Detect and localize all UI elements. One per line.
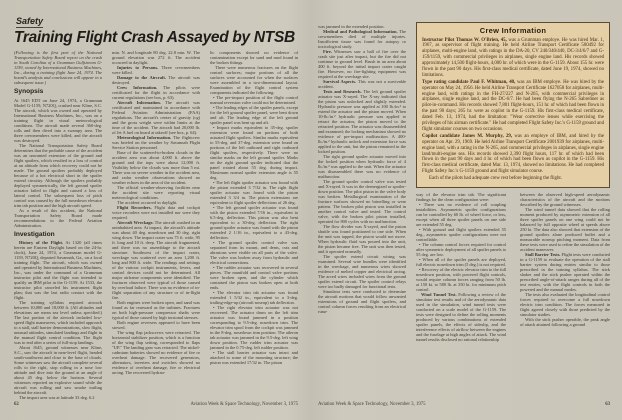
paragraph-text: Following a review of the simulator test results and of the aerodynamic data used in the simulation, wind tunnel tests were conducted on a scale model of the G-1159. The tests were designed to define the rolling moments produced by various combinations of extended spoiler panels, the effects of sideslip, and the interference effects of airflow between the engines and the fuselage at high angles of attack. The wind tunnel results disclosed no rational relationship [416, 292, 507, 342]
paragraph [14, 240, 102, 300]
paragraph-text: The ground spoiler control valve was tested and X-rayed. It was in the deenergized or spoiler-down position. The pilot piston in the valve body was broken. Metallurgical examination of the fracture surfaces showed no brinelling or wear pattern. The broken pilot piston was installed in another control valve and tested. The control valve, with the broken pilot piston installed, operated for 800 cycles with no malfunction. [318, 179, 406, 224]
paragraph [318, 254, 406, 289]
crew-information-box [416, 22, 610, 188]
paragraph-text: Three crewmembers were killed. [112, 65, 200, 75]
article-headline: Training Flight Crash Assayed by NTSB [14, 29, 295, 46]
paragraph [416, 257, 506, 267]
paragraph [318, 154, 406, 179]
paragraph-text: Base of the scattered-to-broken clouds in the accident area was about 4,000 ft. above the ground and the tops were about 12,000 ft. Visibility below the clouds was more than 5 mi. There was no severe weather in the accident area, and radar weather observations showed no weather echoes in the area of the accident. [112, 150, 200, 185]
paragraph-lead: History of the Flight. [19, 240, 64, 245]
paragraph [318, 29, 406, 49]
paragraph-text: was jammed in the extended position. [318, 24, 385, 29]
paragraph-text: • The left flight spoiler actuator was found with the piston extended 3 7/32 in. The right flight spoiler actuator was found with the piston extended 3 3/4 in. The piston extensions are equivalent to flight spoiler deflections of 26 deg. [210, 180, 298, 205]
paragraph-text: The aircraft crashed in an uninhabited area. At impact, the aircraft's attitude was about 40 deg. nosedown and 30 deg. right wing down. The impact crater was 75 ft. wide, 95 ft. long and 10 ft. deep. The aircraft fragmented, and there was no assemblage to the aircraft structure. Southwest of the impact crater, wreckage was scattered over an area 1,200 ft. long and 800 ft. wide. The readings and settings of the various cockpit instruments, levers, and control devices could not be determined. All major airframe components were identified. The fractures observed were typical of those caused by overload failure. There was no evidence of in-flight separation of any structure or of in-flight fire. [112, 220, 201, 300]
paragraph [520, 252, 610, 292]
paragraph-text: way of the elevator trim tab. The significant findings for the clean configuration were: [416, 192, 506, 202]
paragraph-text: • The column control forces required for control after symmetric deployment of all spoiler panels to 55 deg. are low. [416, 242, 506, 257]
paragraph-text: min. N. and longitude 80 deg. 22.8 min. W. The ground elevation was 272 ft. The accident occurred in daylight. [112, 50, 200, 65]
paragraph-text: (Following is the first part of the National Transportation Safety Board report on the crash in South Carolina of a Grumman Gulfstream G-1159, owned by International Business Machines, Inc., during a training flight June 24, 1974. The board's analysis and conclusions will appear in a subsequent issue.) [14, 50, 102, 85]
paragraph-lead: Aircraft Information. [117, 100, 161, 105]
paragraph [14, 231, 102, 239]
paragraph [14, 345, 102, 395]
paragraph [14, 88, 102, 96]
paragraph [112, 135, 200, 150]
paragraph-text: At 1320 (all times herein are Eastern Daylight based on the 24-hr. clock), June 24, 1974, a Grumman model G-1159, N720Q, departed Savannah, Ga., on a local training flight. The aircraft, which was owned and operated by International Business Machines, Inc., was under the command of a Grumman instructor pilot and the flight was intended to qualify an IBM pilot in the G-1159. At 1533, the instructor pilot canceled his instrument flight plan; that was the last radio contact with the flight. [14, 240, 102, 300]
paragraph [112, 185, 200, 200]
paragraph [112, 100, 200, 135]
text-column-5 [416, 192, 506, 394]
paragraph [520, 207, 610, 252]
paragraph-text: Both engine reversers appeared to have been stowed. [112, 320, 200, 330]
paragraph-lead: Wind Tunnel Test. [421, 292, 457, 297]
paragraph-text: The aircraft was destroyed. [112, 75, 200, 85]
paragraph-text: The official weather-observing facilities near the accident site were reporting visual meteorological conditions. [112, 185, 200, 200]
paragraph-text: • The elevator trim tab actuator was found extended 1 5/32 in., equivalent to a 3-deg. trailing-edge-up (aircraft noseup) tab deflection. [210, 290, 298, 305]
paragraph [318, 289, 406, 314]
paragraph-text: • Impact marks equivalent to 35-deg. spoiler extension were found on portions of both actuated flight spoilers. Similar marks equivalent to 55-deg. and 37-deg. extension were found on portions of the left outboard and right outboard flight spoilers, respectively. There were no similar marks on the left ground spoiler. Marks on the right ground spoiler indicated that the panel rotated about 55 deg. during impact. Maximum normal spoiler extension angle is 55 deg. [210, 125, 298, 180]
footer-left [14, 402, 298, 407]
journal-name-right: Aviation Week & Space Technology, November 3, 1975 [318, 402, 426, 407]
paragraph [422, 38, 604, 79]
paragraph-text: The tests also evaluated the longitudinal control forces required to overcome a full nosedown electric trim condition. The forces measured in flight agreed closely with those predicted by the simulator studies. [520, 292, 610, 317]
paragraph-lead: Stall Barrier Tests. [525, 252, 561, 257]
paragraph-text: This was not a survivable accident. [318, 79, 406, 89]
paragraph [416, 202, 506, 227]
paragraph-text: Witnesses saw a ball of fire over the crash site just after impact, but the fire did not continue to ground level. Brush in an area about 400 ft. beyond the initial impact crater caught fire. However, no fire-fighting equipment was required at the wreckage site. [318, 49, 406, 79]
paragraph [520, 317, 610, 327]
paragraph-text: Both engines were broken open, and sand was found as far rearward as the turbines. Fractures on both high-pressure compressor shafts were typical of those caused by high torsional stresses. [112, 300, 200, 320]
paragraph-text: The wing flap jackscrews were retracted. The horizontal stabilizer position, which is a function of the wing flap setting, corresponded to flaps "UP." The landing gear was retracted. The nickel-cadmium batteries showed no evidence of fire or overheat damage. The recovered generators, alternators, inverters and switches showed no evidence of overheat damage, fire or electrical arcing. The recovered hydrau- [112, 330, 200, 375]
page-number-right: 63 [605, 402, 610, 407]
paragraph-lead: Meteorological Information. [117, 135, 172, 140]
paragraph-text: lic components showed no evidence of contamination except for sand and mud found in the broken fittings. [210, 50, 298, 65]
paragraph [210, 50, 298, 65]
paragraph-text: • There was no evidence of roll coupling instabilities. Asymmetric spoiler configurations can be controlled by 60 lb. of wheel force, or less, except when all three spoiler panels on one side are extended 55 deg. [416, 202, 506, 227]
paragraph-lead: Flight Recorders. [117, 205, 152, 210]
paragraph-lead: Instructor Pilot Thomas W. O'Brien, 45, [422, 37, 507, 43]
paragraph [112, 50, 200, 65]
paragraph [112, 330, 200, 375]
paragraph-text: The pilots were certificated for the flight in accordance with current regulations (see box, p. 63). [112, 85, 200, 100]
paragraph [416, 192, 506, 202]
paragraph-text: Investigation [14, 230, 55, 238]
paragraph [210, 125, 298, 180]
paragraph-text: was a Grumman employe. He was hired Mar. 1, 1967, as supervisor of flight training. He held Airline Transport Certificate 500492 for airplanes, multi-engine land, with ratings in the DA-20, CV 240/340/440, DC-3/4/6/7 and G-159/1159, with commercial privileges in airplanes, single engine land. His records showed approximately 14,500 flight-hours, 4,000 hr. of which were in the G-1159. About 155 hr. were flown in the past 90 days. His first-class medical certificate, dated June 19, 1974, showed no limitations. [422, 37, 604, 78]
paragraph-lead: Crew Information. [117, 85, 158, 90]
paragraph [14, 300, 102, 345]
paragraph-text: • The stall barrier actuator was intact and attached to some of the mounting structure; the piston was extended 17/32 in. The piston [210, 350, 298, 365]
paragraph-text: • The pre-impact position of the flight control manual reversion valve could not be determined. [210, 95, 298, 105]
paragraph-text: The training syllabus required airwork between 10,000 and 18,000 ft. (All altitudes and elevations are mean sea level unless specified.) The last portion of the airwork included low-speed flight maneuvers, which included approach to a stall, stall barrier demonstrations, slow flight, unusual attitudes, simulated landings and flight in the manual flight control condition. The flight was to end after a series of full-stop landings. [14, 300, 102, 345]
paragraph [210, 350, 298, 365]
text-column-2 [112, 50, 200, 395]
paragraph [112, 300, 200, 320]
paragraph [416, 242, 506, 257]
paragraph-lead: Damage to the Aircraft. [117, 75, 166, 80]
paragraph-text: With the stick pusher operable, the peak angle of attack attained following a ground [520, 317, 610, 327]
paragraph [112, 85, 200, 100]
paragraph-text: was an IBM employe. He was hired by the operator on May 24, 1956. He held Airline Transport Certificate 1627058 for airplanes, multi-engine land, with ratings in the FH-27/227 and N-265, with commercial privileges in airplanes, single engine land, and the DC-6/7. He had been flying the N-265 Sabreliner as pilot-in-command. His records showed 7,801 flight-hours, 151 hr. of which had been flown in the past 90 days; 265 hr. were as copilot in the G-1159. His first-class medical certificate, dated Feb. 13, 1974, had the limitation: "Wear corrective lenses while exercising the privileges of his airman certificate." He had completed Flight Safety Inc.'s G-1159 ground and flight simulator courses on two occasions. [422, 79, 604, 132]
paragraph-lead: Injuries to Persons. [117, 65, 159, 70]
crew-box-body [422, 38, 604, 183]
paragraph-text: The right ground spoiler actuator moved into the locked position when hydraulic force of 4 lb./in.² was applied to the unit. When the actuator was disassembled there was no evidence of malfunction. [318, 154, 406, 179]
paragraph-lead: Tests and Research. [323, 89, 362, 94]
paragraph-text: The left ground spoiler actuator was X-rayed. The X-ray indicated that the piston was unlocked and slightly extended. Hydraulic pressure was applied at 100 lb./in.² to extend the actuator and the piston moved. When 10-lb./in.² hydraulic pressure was applied to retract the actuator, the piston moved to the retracted position. The actuator was disassembled and examined; the locking mechanism showed no evidence of pre-impact malfunction. A 400-lb./in.² hydraulic unlock and extension force was applied to the unit, but the piston remained in the locked position. [318, 89, 406, 154]
paragraph [210, 265, 298, 290]
paragraph-text: The aircraft was certificated and maintained in accordance with Federal Aviation Administration (FAA) regulations. The aircraft's center of gravity (cg) and the gross weight were within limits at the time of the accident. The aircraft had 20,000 lb. of Jet A fuel on board at takeoff (see box, p. 64). [112, 100, 200, 135]
paragraph-text: Simulator tests were conducted to determine the aircraft motions that would follow unwanted extensions of ground and flight spoilers, and control column forces resulting from an electrical runa- [318, 289, 406, 314]
paragraph [520, 192, 610, 207]
paragraph-text: Flight tests were conducted in a G-1159 to evaluate the operation of the stall barrier system during entries similar to those prescribed in the training syllabus. The stick shaker and the stick pusher operated within the prescribed angle-of-attack ranges during all of the test entries, with the flight controls in both the powered and the manual modes. [520, 252, 610, 292]
paragraph-text: The wind tunnel data showed that the rolling moment produced by asymmetric extension of all three spoiler panels on one wing could not be balanced by full opposite wheel at speeds above 250 kt. The data also showed that extension of the ground spoilers alone produced buffet and a measurable noseup pitching moment. Data from these tests were used to refine the simulation of the accident maneuver. [520, 207, 610, 252]
paragraph-text: About 1645, ground witnesses near Kline, S.C., saw the aircraft in near-level flight, headed south-southwest and close to the base of clouds. Some witnesses saw the aircraft complete several rolls to the right, stop rolling in a nose low attitude and dive into the ground at an angle of about 45 deg. below the horizon. Several witnesses reported an explosive sound while the aircraft was rolling and saw smoke trailing behind the aircraft. [14, 345, 102, 395]
paragraph [318, 224, 406, 254]
paragraph [210, 105, 298, 125]
crew-box-title: Crew Information [479, 26, 547, 35]
text-column-1 [14, 50, 102, 400]
paragraph [112, 220, 200, 300]
paragraph [112, 205, 200, 220]
paragraph [422, 134, 604, 175]
paragraph-text: • The leading edges of the spoiler panels, except for the left ground spoiler panel, were bent down and aft. The leading edge of the left ground spoiler panel was bent up and aft. [210, 105, 298, 125]
footer-right [318, 402, 610, 407]
paragraph-text: was an employe of IBM, and hired by the operator on Apr. 29, 1969. He held Airline Transport Certificate 2001939 for airplanes, multi-engine land, with a rating in the N-265, and commercial privileges in airplanes, single engine land/multi-engine sea. His records showed 2,390 flight hours, 117 hr. of which had been flown in the past 90 days and 4 hr. of which had been flown as copilot in the G-1159. His first-class medical certificate, dated Mar. 13, 1974, showed no limitations. He had completed Flight Safety Inc.'s G-1159 ground and flight simulator course. [422, 134, 604, 175]
paragraph-text: • With ground and flight spoilers extended 55 deg., asymmetric spoiler configurations were not controllable. [416, 227, 506, 242]
paragraph [416, 292, 506, 342]
paragraph-lead: Medical and Pathological Information. [323, 29, 398, 34]
paragraph-text: • The rudder actuator was recovered in several pieces. The manifold and control valve portions were broken open, and the cylinder which contained the piston was broken open at both ends. [210, 265, 298, 290]
paragraph [210, 95, 298, 105]
paragraph [520, 292, 610, 317]
paragraph-text: • The right elevator trim actuator was not recovered. The actuator drum on the left trim actuator was found jammed in a position corresponding to 9.5-deg. nosedown trim. The elevator trim spool from the cockpit was jammed in the 8-deg. nosedown trim position. The aileron tab actuator was jammed in the 9.5-deg. left wing down position. The rudder trim actuator was jammed in the 0.75-deg. left rudder position. [210, 305, 298, 350]
section-kicker: Safety [16, 16, 44, 26]
paragraph-text: The flow divider was X-rayed, and the piston shuttle was found positioned to one side. When the unit was tapped, the piston would not move. When hydraulic fluid was poured into the unit, the piston became free. The unit was then tested, and it operated normally. [318, 224, 406, 254]
paragraph-text: • Recovery of the electric elevator trim to the full nosedown position, with powered flight controls, would require column forces ranging from 50 lb. at 150 kt. to 580 lb. at 350 kt. for minimum pitch control. [416, 267, 506, 292]
paragraph [210, 65, 298, 95]
paragraph-lead: Fire. [323, 49, 332, 54]
paragraph [112, 150, 200, 185]
paragraph-text: Synopsis [14, 88, 44, 95]
paragraph [14, 208, 102, 228]
paragraph [112, 65, 200, 75]
text-column-3 [210, 50, 298, 395]
paragraph [318, 89, 406, 154]
paragraph-text: The accident occurred in daylight. [117, 200, 178, 205]
paragraph [14, 98, 102, 143]
paragraph [112, 75, 200, 85]
paragraph [210, 305, 298, 350]
paragraph-text: The spoiler extend circuit wiring was examined. Several wire bundles were identified in the wreckage, and numerous wires showed evidence of melted copper and electrical arcing. The arced wires included wires from the ground spoiler extend circuit. The spoiler control relays were too badly damaged for functional tests. [318, 254, 406, 289]
paragraph-text: The National Transportation Safety Board determines that the probable cause of the accident was an unwanted extension of the ground and flight spoilers, which resulted in a loss of control at an altitude from which recovery could not be made. The ground spoilers probably deployed because of a hot electrical short in the spoiler extend circuitry. Although the spoilers probably deployed symmetrically, the left ground spoiler actuator failed in flight and caused a loss of lateral control. The subsequent loss of pitch control was caused by the full nosedown elevator trim tab position and the high aircraft speed. [14, 142, 102, 208]
paragraph-text: Each of the pilots had adequate crew rest before beginning the flight. [429, 176, 562, 182]
paragraph [112, 320, 200, 330]
paragraph-text: The flightcrew was briefed on the weather by Savannah Flight Service Station personnel. [112, 135, 200, 150]
paragraph-text: • The ground spoiler control valve was separated from its mount, and dents, cuts and abrasions were visible on all parts of the valve. The valve was broken away from hydraulic and electrical connections. [210, 240, 298, 265]
paragraph [422, 80, 604, 133]
paragraph [14, 50, 102, 85]
paragraph [318, 179, 406, 224]
page-number-left: 62 [14, 402, 19, 407]
paragraph [210, 205, 298, 240]
paragraph [14, 143, 102, 208]
paragraph-text: There were numerous fractures on the flight control surfaces; major portions of all the surfaces were accounted for when the surfaces were assembled in a two-dimensional layout. Examination of the flight control system components indicated the following: [210, 65, 298, 95]
paragraph-lead: Aircraft Wreckage. [117, 220, 154, 225]
paragraph [416, 227, 506, 242]
paragraph-text: • The left ground spoiler actuator was found with the piston extended 7/16 in., equivalent to 6.5-deg. deflection. This piston was also bent equivalent to a 30-deg. deflection. The right ground spoiler actuator was found with the piston extended 2 1/16 in., equivalent to a 43-deg. deflection. [210, 205, 298, 240]
text-column-4 [318, 24, 406, 394]
paragraph-lead: Type rating candidate Paul F. Whitman, 40, [422, 79, 516, 85]
paragraph [318, 49, 406, 79]
paragraph-lead: Survival Aspects. [323, 79, 357, 84]
text-column-6 [520, 192, 610, 394]
paragraph [210, 180, 298, 205]
paragraph [210, 290, 298, 305]
paragraph-text: between the observed high-speed aerodynamic characteristics of the aircraft and the motions described by the ground witnesses. [520, 192, 610, 207]
paragraph-text: The impact area was at latitude 33 deg. 6.2 [19, 395, 95, 400]
paragraph-text: As a result of this accident, the National Transportation Safety Board made recommendations to the Federal Aviation Administration. [14, 207, 102, 228]
journal-name-left: Aviation Week & Space Technology, November 3, 1975 [190, 402, 298, 407]
paragraph-text: At 1645 EDT on June 24, 1974, a Grumman Model G-1159, N720Q, crashed near Kline, S.C. The aircraft, which was owned and operated by International Business Machines, Inc., was on a training flight in visual meteorological conditions. The aircraft made several 360-deg. rolls and then dived into a swampy area. The three crewmembers were killed, and the aircraft was destroyed. [14, 97, 102, 143]
paragraph [210, 240, 298, 265]
paragraph [318, 79, 406, 89]
paragraph-text: • When all of the spoiler panels are deployed, full electric nosedown trim (5 deg.) is not required. [416, 257, 506, 267]
paragraph-text: Flight data and cockpit voice recorders were not installed nor were they required. [112, 205, 201, 220]
paragraph [416, 267, 506, 292]
paragraph [14, 395, 102, 400]
paragraph [422, 176, 604, 182]
paragraph-text: The crewmembers died of multiple injuries. Insufficient tissue was found for autopsy or toxicological study. [318, 29, 406, 49]
paragraph-lead: Copilot candidate James M. Murphy, 29, [422, 134, 513, 139]
